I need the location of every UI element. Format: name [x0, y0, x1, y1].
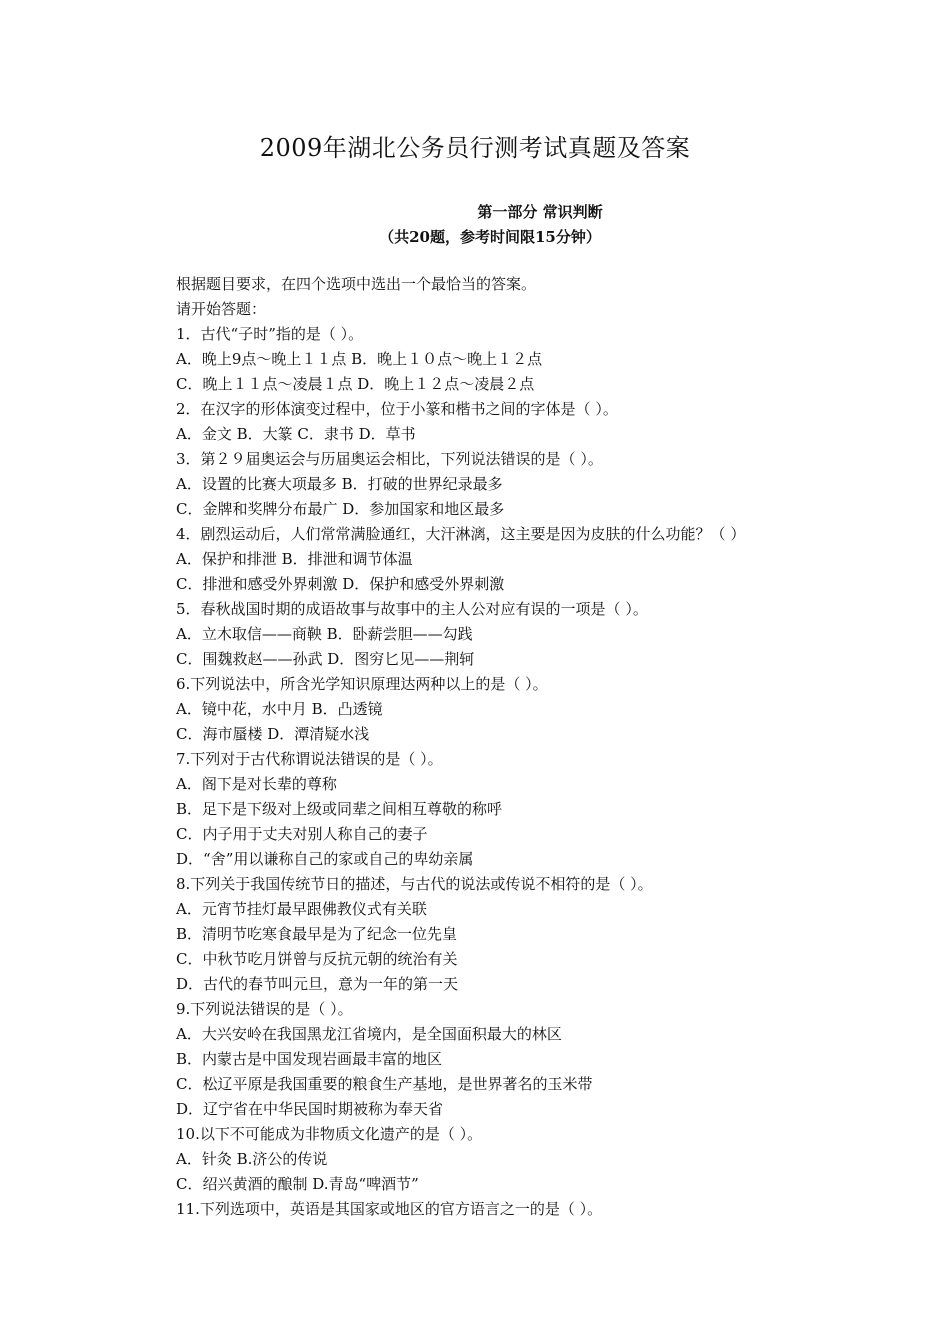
section-heading: 第一部分 常识判断 [477, 203, 603, 221]
option-line: C．海市蜃楼 D．潭清疑水浅 [176, 725, 370, 743]
option-line: A．晚上9点～晚上１１点 B．晚上１０点～晚上１２点 [176, 350, 543, 368]
option-line: D．古代的春节叫元旦，意为一年的第一天 [176, 975, 459, 993]
option-line: A．大兴安岭在我国黑龙江省境内，是全国面积最大的林区 [176, 1025, 562, 1043]
option-line: D．辽宁省在中华民国时期被称为奉天省 [176, 1100, 444, 1118]
option-line: A．立木取信——商鞅 B．卧薪尝胆——勾践 [176, 625, 473, 643]
option-line: C．内子用于丈夫对别人称自己的妻子 [176, 825, 428, 843]
option-line: C．绍兴黄酒的酿制 D.青岛“啤酒节” [176, 1175, 419, 1193]
option-line: C．排泄和感受外界刺激 D．保护和感受外界刺激 [176, 575, 505, 593]
option-line: A．元宵节挂灯最早跟佛教仪式有关联 [176, 900, 427, 918]
option-line: A．针灸 B.济公的传说 [176, 1150, 328, 1168]
question-text: 2．在汉字的形体演变过程中，位于小篆和楷书之间的字体是（ ）。 [176, 400, 618, 418]
option-line: C．金牌和奖牌分布最广 D．参加国家和地区最多 [176, 500, 505, 518]
question-text: 8.下列关于我国传统节日的描述，与古代的说法或传说不相符的是（ ）。 [176, 875, 653, 893]
question-text: 4．剧烈运动后，人们常常满脸通红，大汗淋漓，这主要是因为皮肤的什么功能？（ ） [176, 525, 746, 543]
option-line: A．保护和排泄 B．排泄和调节体温 [176, 550, 413, 568]
option-line: B．清明节吃寒食最早是为了纪念一位先皇 [176, 925, 458, 943]
section-subheading: （共20题，参考时间限15分钟） [379, 228, 601, 246]
question-text: 7.下列对于古代称谓说法错误的是（ ）。 [176, 750, 443, 768]
question-text: 11.下列选项中，英语是其国家或地区的官方语言之一的是（ ）。 [176, 1200, 603, 1218]
option-line: C．中秋节吃月饼曾与反抗元朝的统治有关 [176, 950, 458, 968]
option-line: C．晚上１１点～凌晨１点 D．晚上１２点～凌晨２点 [176, 375, 535, 393]
document-title: 2009年湖北公务员行测考试真题及答案 [259, 134, 691, 162]
question-text: 6.下列说法中，所含光学知识原理达两种以上的是（ ）。 [176, 675, 548, 693]
question-text: 9.下列说法错误的是（ ）。 [176, 1000, 353, 1018]
option-line: D．“舍”用以谦称自己的家或自己的卑幼亲属 [176, 850, 474, 868]
option-line: A．金文 B．大篆 C．隶书 D．草书 [176, 425, 416, 443]
question-list [176, 272, 836, 1222]
option-line: B．内蒙古是中国发现岩画最丰富的地区 [176, 1050, 443, 1068]
option-line: A．阁下是对长辈的尊称 [176, 775, 337, 793]
option-line: B．足下是下级对上级或同辈之间相互尊敬的称呼 [176, 800, 503, 818]
instruction-text: 根据题目要求，在四个选项中选出一个最恰当的答案。 [176, 275, 537, 293]
question-text: 3．第２９届奥运会与历届奥运会相比，下列说法错误的是（ ）。 [176, 450, 603, 468]
option-line: C．围魏救赵——孙武 D．图穷匕见——荆轲 [176, 650, 475, 668]
question-text: 1．古代“子时”指的是（ ）。 [176, 325, 364, 343]
option-line: A．镜中花，水中月 B．凸透镜 [176, 700, 383, 718]
question-text: 10.以下不可能成为非物质文化遗产的是（ ）。 [176, 1125, 483, 1143]
question-text: 5．春秋战国时期的成语故事与故事中的主人公对应有误的一项是（ ）。 [176, 600, 648, 618]
instruction-text: 请开始答题： [176, 300, 267, 318]
option-line: C．松辽平原是我国重要的粮食生产基地，是世界著名的玉米带 [176, 1075, 593, 1093]
option-line: A．设置的比赛大项最多 B．打破的世界纪录最多 [176, 475, 503, 493]
